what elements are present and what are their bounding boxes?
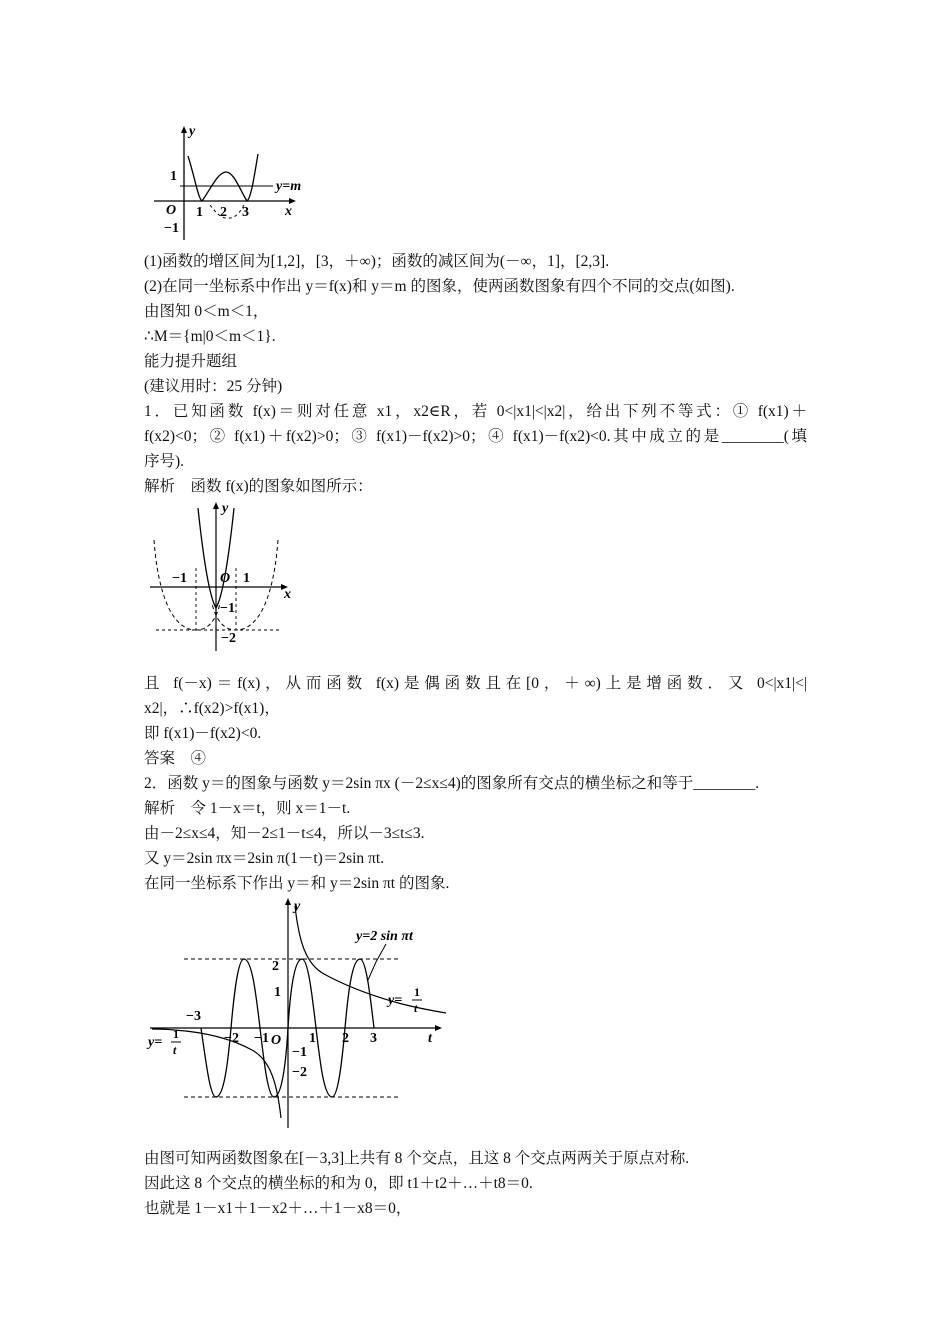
y-axis-arrow-icon (285, 898, 291, 905)
x-axis-label: x (285, 204, 292, 219)
y-axis-arrow-icon (213, 502, 219, 509)
origin-label: O (220, 571, 231, 586)
y-axis-label: y (189, 124, 196, 139)
figure-sine-reciprocal-graph (144, 892, 454, 1132)
reciprocal-right-label-lhs: y= (388, 993, 403, 1008)
solution-2-line-7: 也就是 1－x1＋1－x2＋…＋1－x8＝0， (144, 1200, 412, 1217)
text-line-1: (1)函数的增区间为[1,2]，[3，＋∞)；函数的减区间为(－∞，1]，[2,3]. (144, 253, 610, 270)
y-tick-1: 1 (170, 169, 177, 184)
reciprocal-left-label-num: 1 (173, 1027, 179, 1041)
question-1-line-2: f(x2)<0；② f(x1)＋f(x2)>0；③ f(x1)－f(x2)>0；④ f(x1)－f(x2)<0.其中成立的是________(填 (144, 428, 807, 445)
origin-label: O (271, 1033, 282, 1048)
y-axis-label: y (294, 899, 301, 914)
y-tick-neg2: −2 (221, 631, 236, 646)
x-tick-1: 1 (196, 205, 203, 220)
function-curve (188, 154, 258, 201)
y-tick-2: 2 (272, 959, 279, 974)
origin-label: O (166, 203, 177, 218)
y-axis-label: y (222, 501, 229, 516)
t-tick-2: 2 (342, 1031, 349, 1046)
text-line-4: ∴M＝{m|0＜m＜1}. (144, 328, 276, 345)
t-axis-arrow-icon (435, 1025, 442, 1031)
question-2: 2．函数 y＝的图象与函数 y＝2sin πx (－2≤x≤4)的图象所有交点的横坐标之和等于________. (144, 775, 760, 792)
y-tick-neg1: −1 (164, 221, 179, 236)
y-tick-neg2: −2 (292, 1065, 307, 1080)
reciprocal-right-label-den: t (414, 1001, 418, 1015)
y-axis-arrow-icon (181, 126, 187, 133)
solution-2-line-3: 又 y＝2sin πx＝2sin π(1－t)＝2sin πt. (144, 850, 385, 867)
t-axis-label: t (428, 1031, 432, 1046)
x-tick-3: 3 (242, 205, 249, 220)
t-tick-3: 3 (370, 1031, 377, 1046)
reciprocal-left-label-lhs: y= (148, 1035, 163, 1050)
solution-2-line-2: 由－2≤x≤4，知－2≤1－t≤4，所以－3≤t≤3. (144, 825, 425, 842)
y-tick-1: 1 (274, 985, 281, 1000)
answer-1: 答案 ④ (144, 750, 207, 767)
solution-2-line-1: 解析 令 1－x＝t，则 x＝1－t. (144, 800, 351, 817)
y-tick-neg1: −1 (292, 1045, 307, 1060)
dashed-left-parabola (154, 540, 220, 630)
x-axis-label: x (284, 587, 291, 602)
x-tick-1: 1 (243, 571, 250, 586)
solution-2-line-5: 由图可知两函数图象在[－3,3]上共有 8 个交点，且这 8 个交点两两关于原点对称. (144, 1150, 690, 1167)
sine-label-leader (368, 944, 386, 980)
reflected-dashed-curve (210, 205, 244, 218)
t-tick-1: 1 (309, 1031, 316, 1046)
t-tick-neg3: −3 (186, 1009, 201, 1024)
solution-1-line-2: x2|，∴f(x2)>f(x1)， (144, 700, 280, 717)
text-line-3: 由图知 0＜m＜1， (144, 303, 269, 320)
solution-1-intro: 解析 函数 f(x)的图象如图所示： (144, 478, 373, 495)
x-tick-2: 2 (220, 205, 227, 220)
suggested-time: (建议用时：25 分钟) (144, 378, 283, 395)
figure-intersection-graph (140, 120, 330, 245)
line-label: y=m (276, 179, 302, 194)
solution-1-line-1: 且 f(－x)＝f(x)，从而函数 f(x)是偶函数且在[0，＋∞)上是增函数．又 0<|x1|<| (144, 675, 807, 692)
text-line-2: (2)在同一坐标系中作出 y＝f(x)和 y＝m 的图象，使两函数图象有四个不同的交点(如图). (144, 278, 735, 295)
solution-1-line-3: 即 f(x1)－f(x2)<0. (144, 725, 262, 742)
sine-curve-label: y=2 sin πt (356, 929, 413, 944)
reciprocal-left-label-den: t (173, 1043, 177, 1057)
reciprocal-right-label-num: 1 (414, 985, 420, 999)
figure-even-function-graph (144, 496, 314, 656)
t-tick-neg1: −1 (254, 1031, 269, 1046)
question-1-line-3: 序号). (144, 453, 185, 470)
t-tick-neg2: −2 (224, 1031, 239, 1046)
solution-2-line-4: 在同一坐标系下作出 y＝和 y＝2sin πt 的图象. (144, 875, 450, 892)
question-1-line-1: 1．已知函数 f(x)＝则对任意 x1，x2∈R，若 0<|x1|<|x2|，给出下列不等式：① f(x1)＋ (144, 403, 807, 420)
y-tick-neg1: −1 (220, 601, 235, 616)
solution-2-line-6: 因此这 8 个交点的横坐标的和为 0，即 t1＋t2＋…＋t8＝0. (144, 1175, 533, 1192)
section-heading: 能力提升题组 (144, 353, 238, 370)
x-tick-neg1: −1 (172, 571, 187, 586)
